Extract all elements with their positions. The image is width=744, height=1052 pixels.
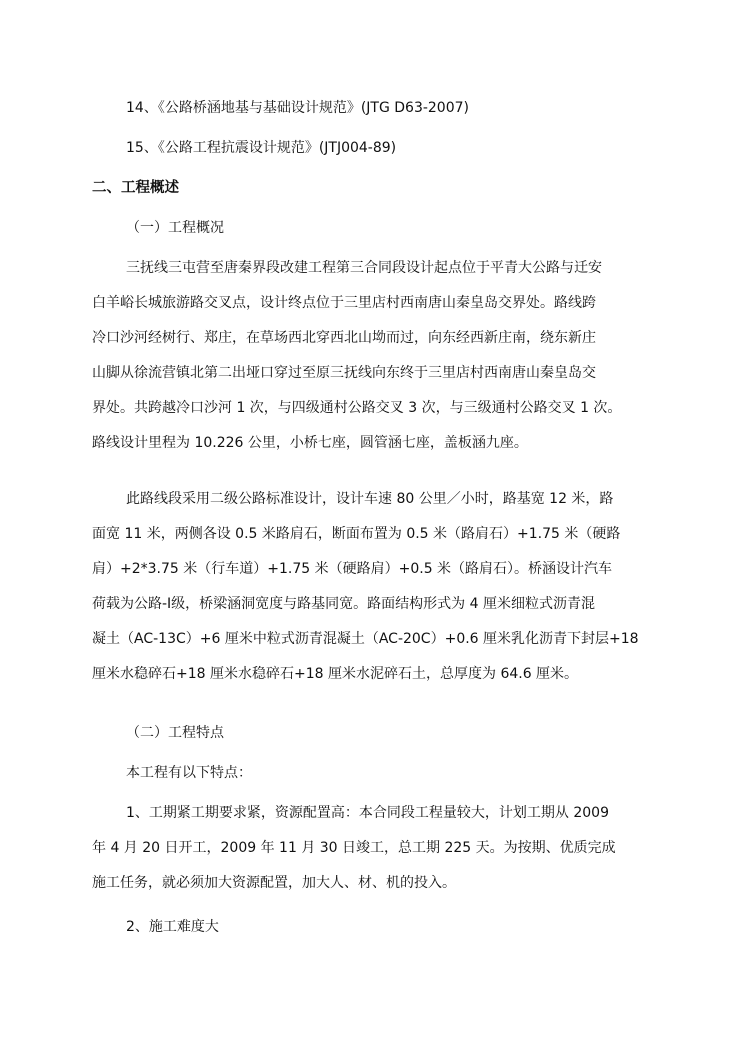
intro-line: 本工程有以下特点： xyxy=(126,765,252,781)
subsection-2-heading: （二）工程特点 xyxy=(126,725,224,741)
para1-line-5: 界处。共跨越冷口沙河 1 次，与四级通村公路交叉 3 次，与三级通村公路交叉 1 次。 xyxy=(92,400,622,416)
para2-line-1: 此路线段采用二级公路标准设计，设计车速 80 公里／小时，路基宽 12 米，路 xyxy=(126,491,614,507)
para1-line-4: 山脚从徐流营镇北第二出垭口穿过至原三抚线向东终于三里店村西南唐山秦皇岛交 xyxy=(92,365,596,381)
point1-line-1: 1、工期紧工期要求紧，资源配置高：本合同段工程量较大，计划工期从 2009 xyxy=(126,805,609,821)
point2-line: 2、施工难度大 xyxy=(126,919,219,935)
reference-14: 14、《公路桥涵地基与基础设计规范》(JTG D63-2007) xyxy=(126,100,469,116)
para2-line-3: 肩）+2*3.75 米（行车道）+1.75 米（硬路肩）+0.5 米（路肩石）。桥涵设计汽车 xyxy=(92,561,613,577)
reference-15: 15、《公路工程抗震设计规范》(JTJ004-89) xyxy=(126,140,397,156)
para1-line-3: 冷口沙河经树行、郑庄，在草场西北穿西北山坳而过，向东经西新庄南，绕东新庄 xyxy=(92,330,596,346)
para2-line-2: 面宽 11 米，两侧各设 0.5 米路肩石，断面布置为 0.5 米（路肩石）+1.75 米（硬路 xyxy=(92,526,621,542)
para1-line-6: 路线设计里程为 10.226 公里，小桥七座，圆管涵七座，盖板涵九座。 xyxy=(92,435,528,451)
point1-line-3: 施工任务，就必须加大资源配置，加大人、材、机的投入。 xyxy=(92,875,456,891)
section-2-heading: 二、工程概述 xyxy=(92,180,179,196)
para1-line-2: 白羊峪长城旅游路交叉点，设计终点位于三里店村西南唐山秦皇岛交界处。路线跨 xyxy=(92,295,596,311)
para2-line-4: 荷载为公路-Ⅰ级，桥梁涵洞宽度与路基同宽。路面结构形式为 4 厘米细粒式沥青混 xyxy=(92,596,595,612)
para2-line-5: 凝土（AC-13C）+6 厘米中粒式沥青混凝土（AC-20C）+0.6 厘米乳化沥青下封层+18 xyxy=(92,631,639,647)
para1-line-1: 三抚线三屯营至唐秦界段改建工程第三合同段设计起点位于平青大公路与迁安 xyxy=(126,260,602,276)
subsection-1-heading: （一）工程概况 xyxy=(126,220,224,236)
para2-line-6: 厘米水稳碎石+18 厘米水稳碎石+18 厘米水泥碎石土，总厚度为 64.6 厘米。 xyxy=(92,666,579,682)
point1-line-2: 年 4 月 20 日开工，2009 年 11 月 30 日竣工，总工期 225 天。为按期、优质完成 xyxy=(92,840,616,856)
